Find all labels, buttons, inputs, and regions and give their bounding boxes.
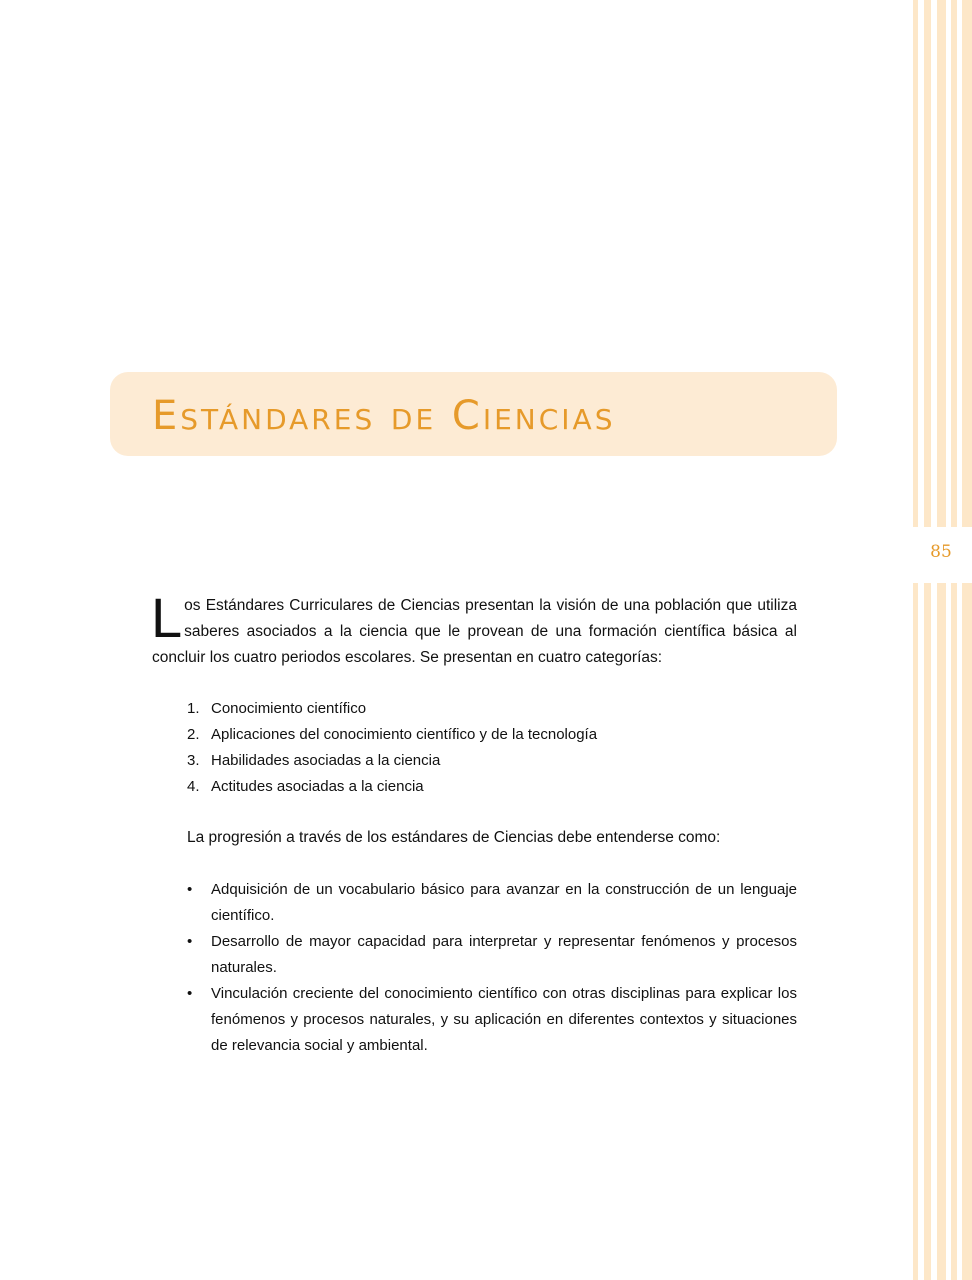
list-item: [187, 748, 797, 774]
intro-text: os Estándares Curriculares de Ciencias presentan la visión de una población que utiliza saberes asociados a la ciencia que le provean de una formación científica básica al concluir los cuatro periodos escolares. Se presentan en cuatro categorías:: [152, 597, 797, 666]
list-item-text: Vinculación creciente del conocimiento científico con otras disciplinas para explicar los fenómenos y procesos naturales, y su aplicación en diferentes contextos y situaciones de relevancia social y ambiental.: [211, 985, 797, 1054]
margin-stripe: [937, 0, 946, 1280]
title-banner: [110, 372, 837, 456]
margin-stripe: [924, 0, 931, 1280]
list-item-text: Adquisición de un vocabulario básico para avanzar en la construcción de un lenguaje científico.: [211, 881, 797, 924]
list-item: [187, 696, 797, 722]
list-item-label: Actitudes asociadas a la ciencia: [211, 778, 424, 795]
list-item: [187, 877, 797, 929]
margin-stripe: [913, 0, 918, 1280]
list-item: [187, 722, 797, 748]
page-title: Estándares de Ciencias: [152, 393, 616, 439]
categories-list: [187, 696, 797, 800]
margin-stripe: [951, 0, 957, 1280]
bullet-icon: •: [187, 933, 193, 950]
progression-list: [187, 877, 797, 1059]
list-number: 4.: [187, 778, 200, 795]
page-number: 85: [930, 542, 952, 562]
list-item-label: Aplicaciones del conocimiento científico y de la tecnología: [211, 726, 598, 743]
list-item-text: Desarrollo de mayor capacidad para interpretar y representar fenómenos y procesos naturales.: [211, 933, 797, 976]
list-item: [187, 774, 797, 800]
list-item-label: Habilidades asociadas a la ciencia: [211, 752, 441, 769]
drop-cap: L: [151, 586, 183, 649]
list-number: 1.: [187, 700, 200, 717]
list-number: 2.: [187, 726, 200, 743]
list-item: [187, 981, 797, 1059]
margin-stripe: [962, 0, 972, 1280]
bullet-icon: •: [187, 881, 193, 898]
bullet-icon: •: [187, 985, 193, 1002]
intro-paragraph: [151, 586, 797, 671]
list-number: 3.: [187, 752, 200, 769]
list-item: [187, 929, 797, 981]
progression-lead: La progresión a través de los estándares de Ciencias debe entenderse como:: [187, 829, 721, 846]
list-item-label: Conocimiento científico: [211, 700, 367, 717]
